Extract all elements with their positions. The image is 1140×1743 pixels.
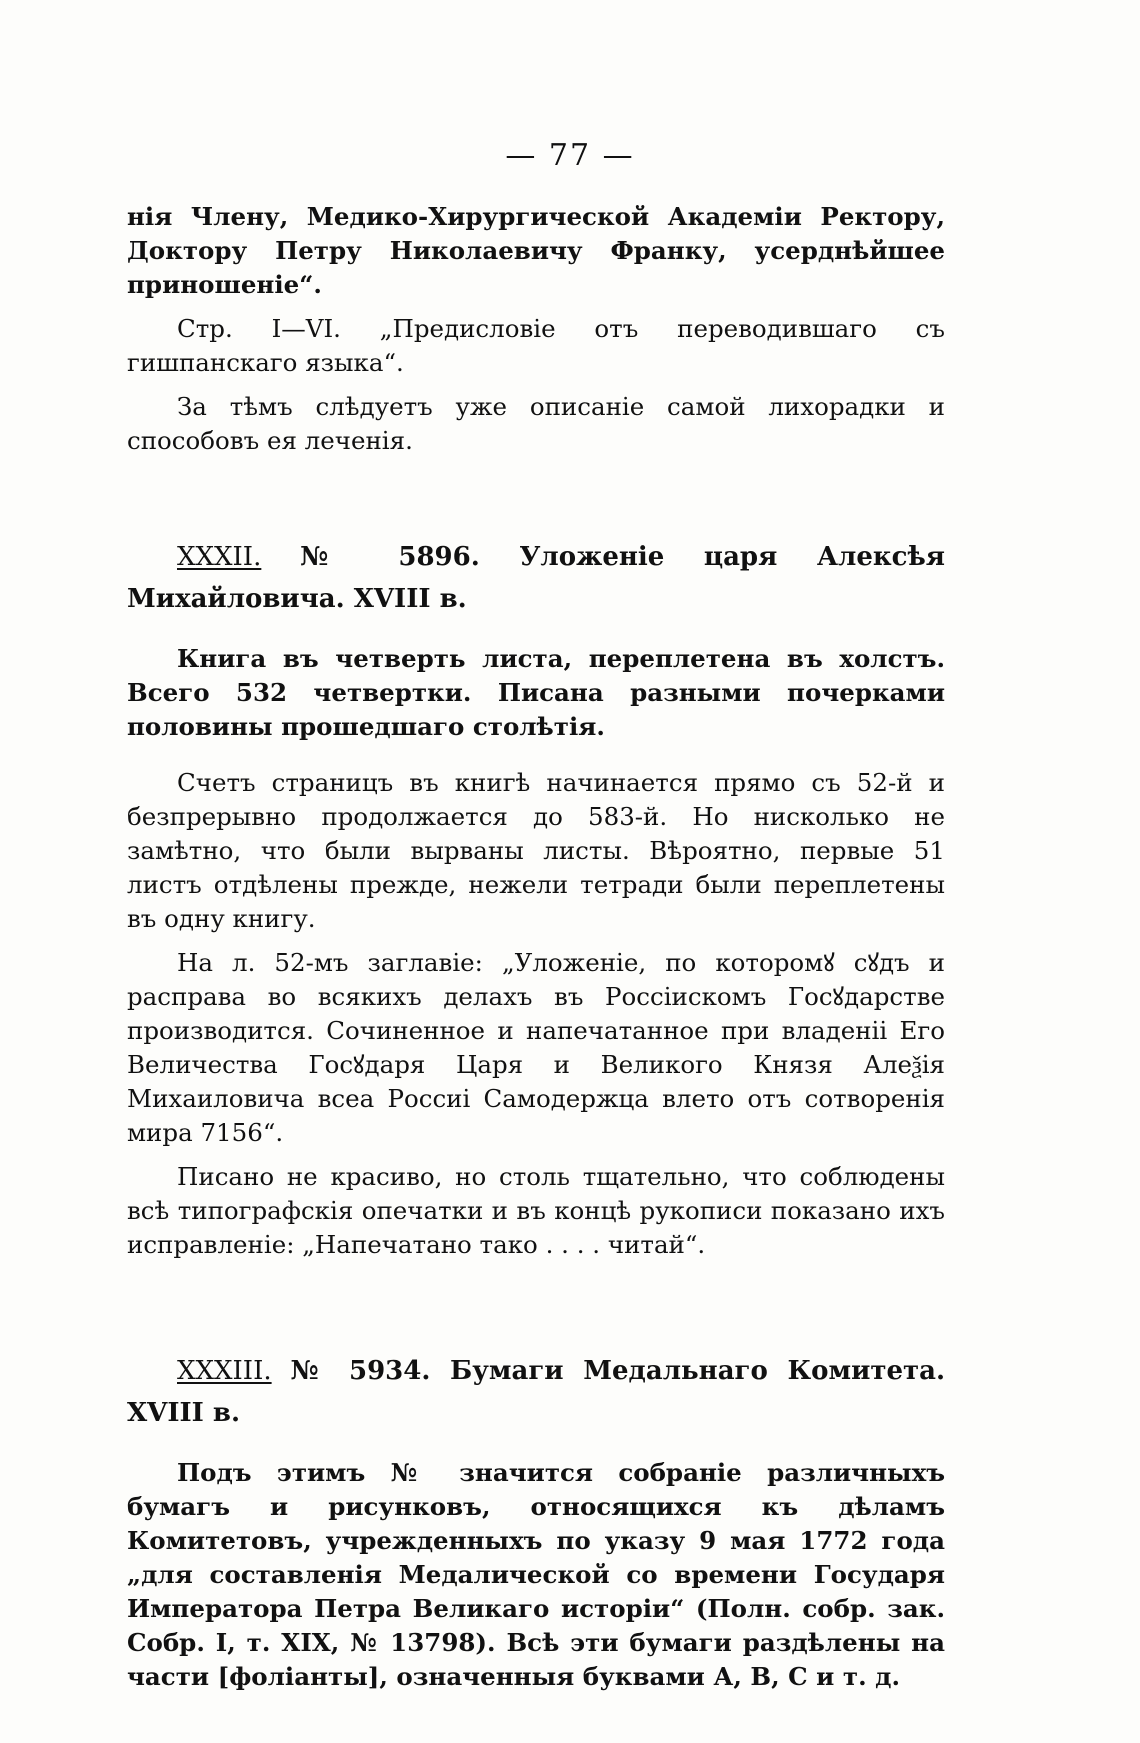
section-heading-33 [127, 1350, 945, 1434]
section-heading-32 [127, 536, 945, 620]
section-32-paragraph-2: Счетъ страницъ въ книгѣ начинается прямо съ 52-й и безпрерывно продолжается до 583-й. Но нисколько не замѣтно, что были вырваны листы. Вѣроятно, первые 51 листъ отдѣлены прежде, нежели тетради были переплетены въ одну книгу. [127, 768, 945, 933]
section-title-32: № 5896. Уложеніе царя Алексѣя Михайловича. XVIII в. [127, 542, 945, 614]
section-number-33: XXXIII. [177, 1356, 272, 1386]
section-number-32: XXXII. [177, 542, 262, 572]
paragraph-description: За тѣмъ слѣдуетъ уже описаніе самой лихорадки и способовъ ея леченія. [127, 392, 945, 455]
section-title-33: № 5934. Бумаги Медальнаго Комитета. XVIII в. [127, 1356, 946, 1428]
section-32-paragraph-1: Книга въ четверть листа, переплетена въ холстъ. Всего 532 четвертки. Писана разными почерками половины прошедшаго столѣтія. [127, 644, 945, 741]
paragraph-preface-pages: Стр. I—VI. „Предисловіе отъ переводившаго съ гишпанскаго языка“. [127, 314, 945, 377]
page-number: — 77 — [505, 138, 635, 173]
section-32-paragraph-3: На л. 52-мъ заглавіе: „Уложеніе, по которомꙋ сꙋдъ и расправа во всякихъ делахъ въ Россіискомъ Госꙋдарстве производится. Сочиненное и напечатанное при владеніі Его Величества Госꙋдаря Царя и Великого Князя Алеѯія Михаиловича всеа Россиі Самодержца влето отъ сотворенія мира 7156“. [127, 948, 945, 1147]
page-body [127, 200, 945, 1694]
paragraph-dedication-end: нія Члену, Медико-Хирургической Академіи Ректору, Доктору Петру Николаевичу Франку, усерднѣйшее приношеніе“. [127, 202, 945, 299]
section-32-paragraph-4: Писано не красиво, но столь тщательно, что соблюдены всѣ типографскія опечатки и въ концѣ рукописи показано ихъ исправленіе: „Напечатано тако . . . . читай“. [127, 1162, 945, 1259]
section-33-paragraph-1: Подъ этимъ № значится собраніе различныхъ бумагъ и рисунковъ, относящихся къ дѣламъ Комитетовъ, учрежденныхъ по указу 9 мая 1772 года „для составленія Медалической со времени Государя Императора Петра Великаго исторіи“ (Полн. собр. зак. Собр. I, т. XIX, № 13798). Всѣ эти бумаги раздѣлены на части [фоліанты], означенныя буквами А, В, С и т. д. [127, 1458, 945, 1691]
